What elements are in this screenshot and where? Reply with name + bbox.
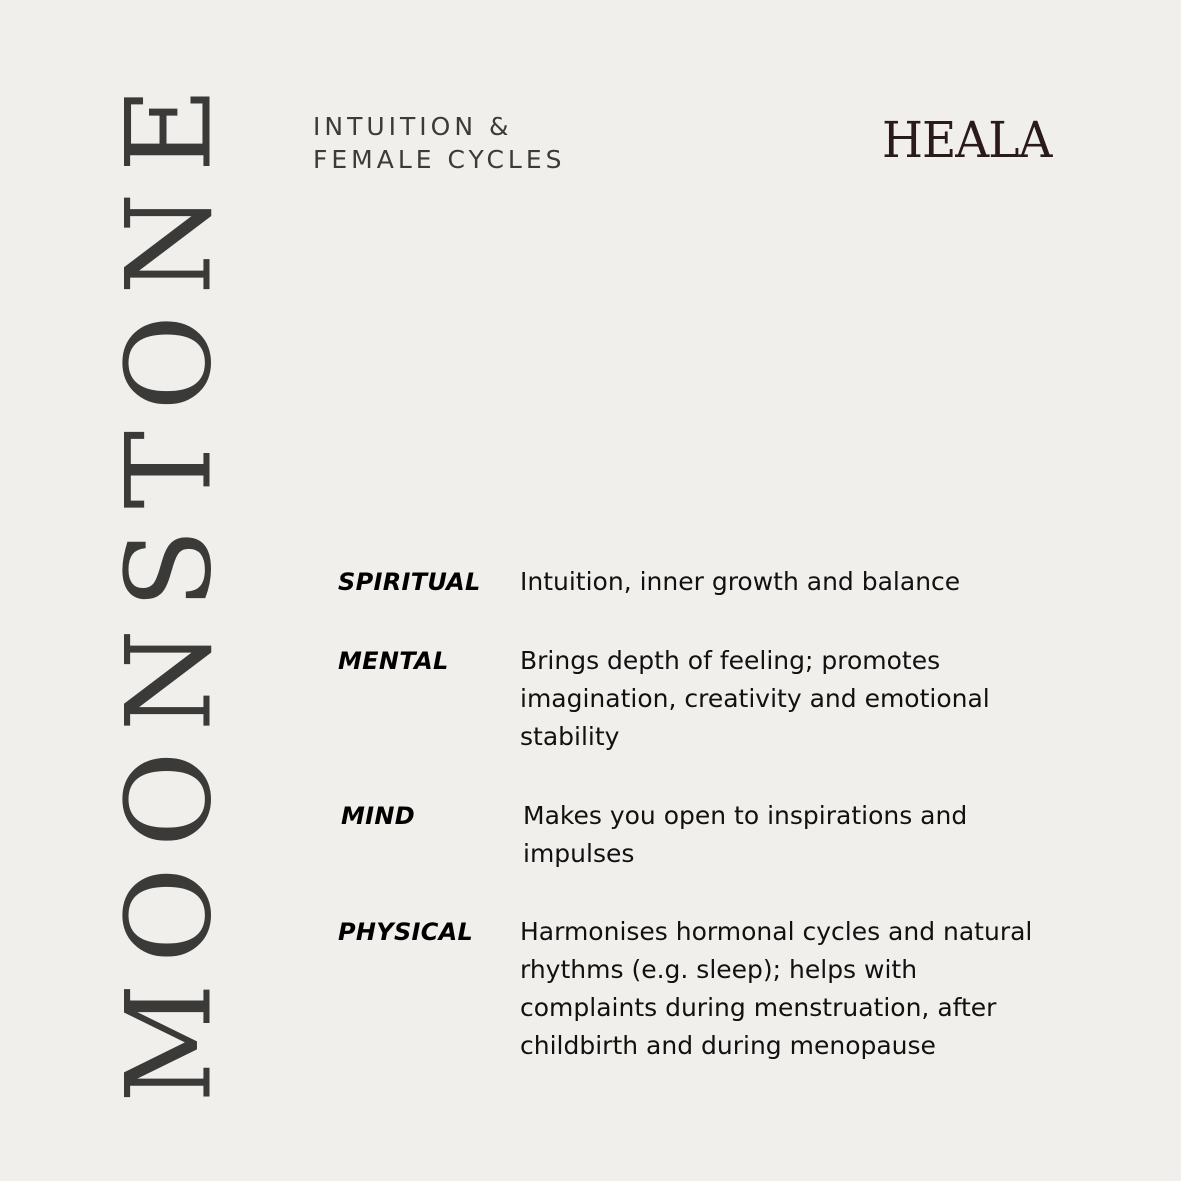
desc-line: complaints during menstruation, after <box>520 993 997 1022</box>
row-label-physical: PHYSICAL <box>338 918 474 946</box>
row-label-spiritual: SPIRITUAL <box>338 568 481 596</box>
desc-line: Intuition, inner growth and balance <box>520 567 961 596</box>
desc-line: Brings depth of feeling; promotes <box>520 646 941 675</box>
subtitle <box>313 110 566 176</box>
stone-name: MOONSTONE <box>100 67 237 1103</box>
row-label-mental: MENTAL <box>338 647 449 675</box>
row-label-mind: MIND <box>341 802 416 830</box>
row-desc-physical <box>520 913 1032 1065</box>
desc-line: Harmonises hormonal cycles and natural <box>520 917 1033 946</box>
desc-line: stability <box>520 722 620 751</box>
row-desc-spiritual <box>520 563 960 601</box>
brand-logo: HEALA <box>882 111 1052 170</box>
desc-line: imagination, creativity and emotional <box>520 684 990 713</box>
desc-line: rhythms (e.g. sleep); helps with <box>520 955 918 984</box>
subtitle-line-1: INTUITION & <box>313 112 513 141</box>
desc-line: childbirth and during menopause <box>520 1031 936 1060</box>
row-desc-mental <box>520 642 990 756</box>
desc-line: Makes you open to inspirations and <box>523 801 968 830</box>
subtitle-line-2: FEMALE CYCLES <box>313 145 566 174</box>
row-desc-mind <box>523 797 967 873</box>
vertical-title <box>100 67 237 1103</box>
desc-line: impulses <box>523 839 635 868</box>
